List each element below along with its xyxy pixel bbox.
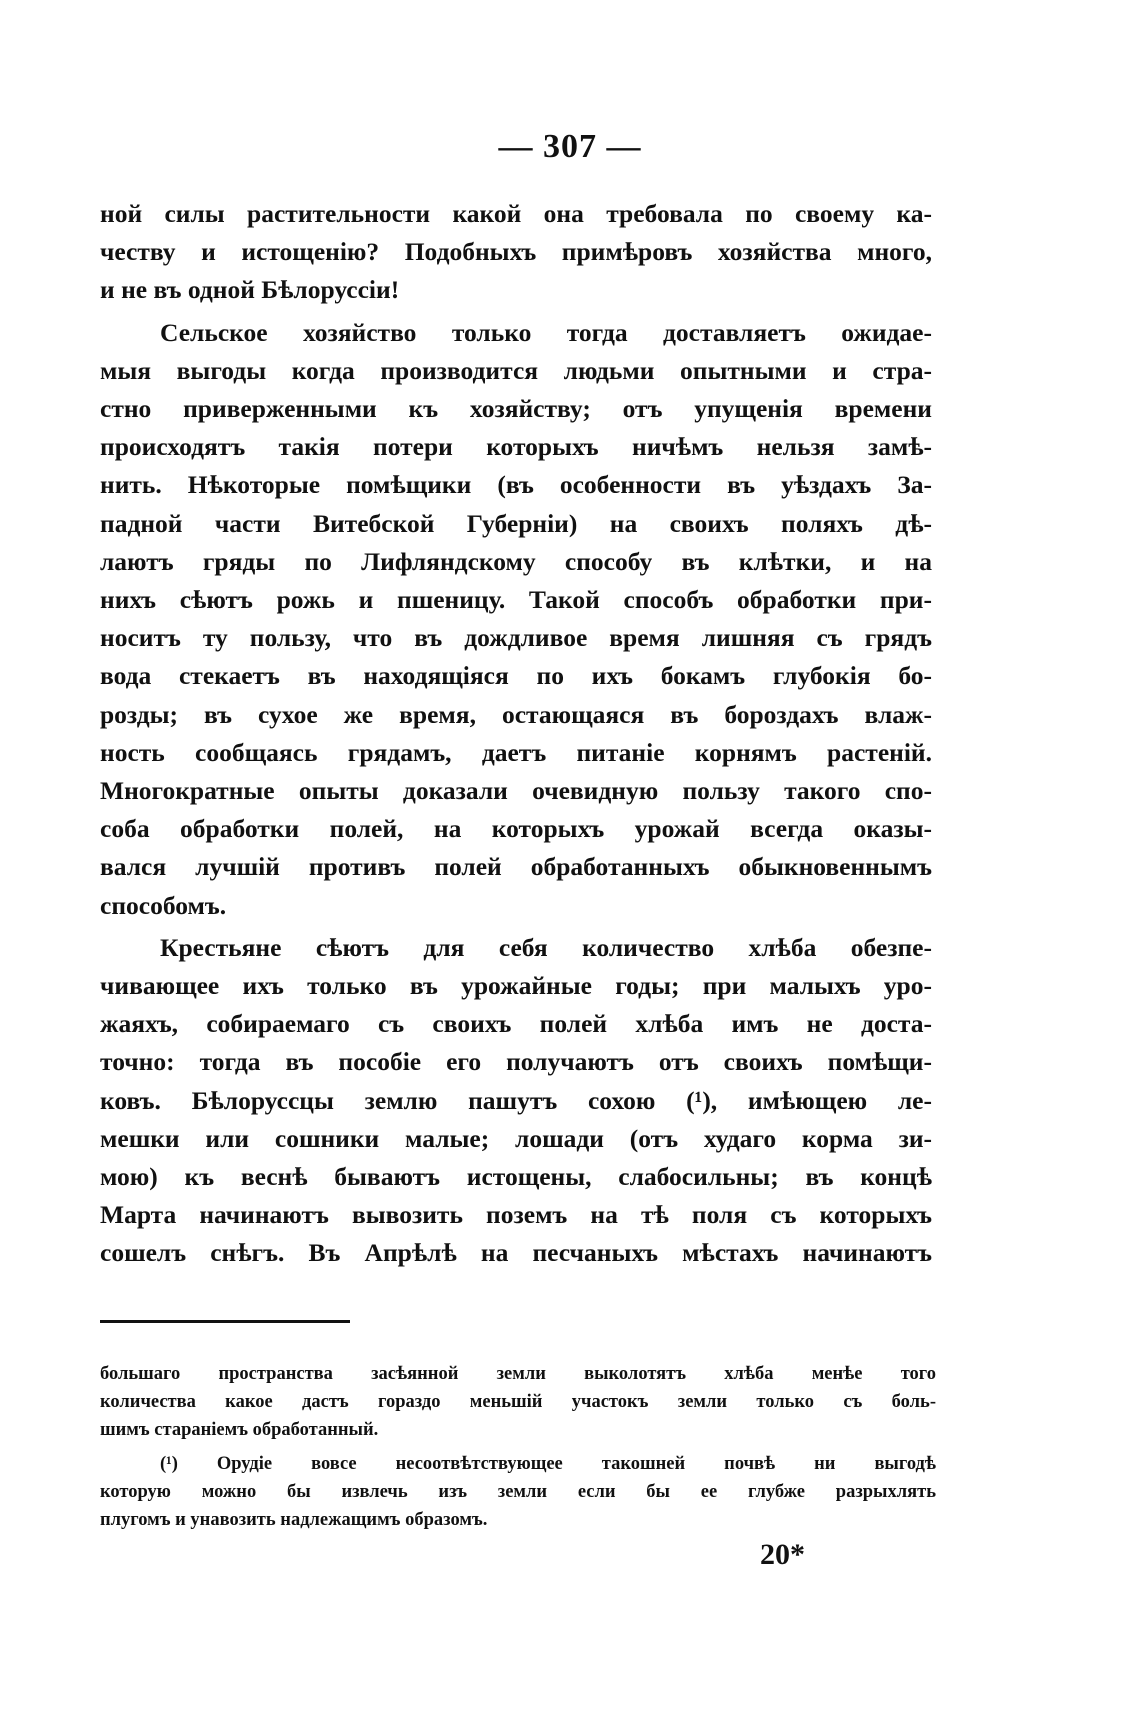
text-line: чивающее ихъ только въ урожайные годы; при малыхъ уро- — [100, 971, 932, 1001]
paragraph-3 — [100, 929, 932, 1273]
footnote-line: (¹) Орудіе вовсе несоотвѣтствующее такошней почвѣ ни выгодѣ — [160, 1454, 936, 1474]
page-number: — 307 — — [498, 128, 642, 165]
paragraph-2 — [100, 314, 932, 925]
text-line: Марта начинаютъ вывозить поземъ на тѣ поля съ которыхъ — [100, 1200, 932, 1230]
footnote-line: большаго пространства засѣянной земли выколотятъ хлѣба менѣе того — [100, 1364, 936, 1384]
footnote-line: количества какое дастъ гораздо меньшій участокъ земли только съ боль- — [100, 1392, 936, 1412]
text-line: происходятъ такія потери которыхъ ничѣмъ нельзя замѣ- — [100, 432, 932, 462]
text-line: лаютъ гряды по Лифляндскому способу въ клѣтки, и на — [100, 546, 932, 576]
signature-mark: 20* — [760, 1538, 805, 1571]
text-line: вался лучшій противъ полей обработанныхъ обыкновеннымъ — [100, 852, 932, 882]
paragraph-1 — [100, 195, 932, 310]
footnote-1 — [100, 1450, 936, 1534]
main-text — [100, 195, 932, 1273]
text-line: падной части Витебской Губерніи) на своихъ поляхъ дѣ- — [100, 508, 932, 538]
text-line: ковъ. Бѣлоруссцы землю пашутъ сохою (¹), имѣющею ле- — [100, 1085, 932, 1115]
text-line: мешки или сошники малые; лошади (отъ худаго корма зи- — [100, 1123, 932, 1153]
text-line: нихъ сѣютъ рожь и пшеницу. Такой способъ обработки при- — [100, 585, 932, 615]
text-line: и не въ одной Бѣлоруссіи! — [100, 275, 400, 305]
text-line: Сельское хозяйство только тогда доставляетъ ожидае- — [160, 317, 932, 347]
text-line: способомъ. — [100, 890, 227, 920]
text-line: носитъ ту пользу, что въ дождливое время лишняя съ грядъ — [100, 623, 932, 653]
text-line: ной силы растительности какой она требовала по своему ка- — [100, 199, 932, 228]
text-line: стно приверженными къ хозяйству; отъ упущенія времени — [100, 394, 932, 424]
text-line: мою) къ веснѣ бываютъ истощены, слабосильны; въ концѣ — [100, 1162, 932, 1192]
footnote-divider — [100, 1320, 350, 1323]
text-line: Крестьяне сѣютъ для себя количество хлѣба обезпе- — [160, 932, 932, 962]
text-line: Многократные опыты доказали очевидную пользу такого спо- — [100, 776, 932, 806]
text-line: жаяхъ, собираемаго съ своихъ полей хлѣба имъ не доста- — [100, 1009, 932, 1039]
text-line: мыя выгоды когда производится людьми опытными и стра- — [100, 355, 932, 385]
footnote-line: шимъ стараніемъ обработанный. — [100, 1420, 379, 1440]
footnote-line: плугомъ и унавозить надлежащимъ образомъ. — [100, 1510, 488, 1530]
footnote-continuation — [100, 1360, 936, 1444]
text-line: розды; въ сухое же время, остающаяся въ бороздахъ влаж- — [100, 699, 932, 729]
text-line: соба обработки полей, на которыхъ урожай всегда оказы- — [100, 814, 932, 844]
footnote-line: которую можно бы извлечь изъ земли если бы ее глубже разрыхлять — [100, 1482, 936, 1502]
text-line: точно: тогда въ пособіе его получаютъ отъ своихъ помѣщи- — [100, 1047, 932, 1077]
text-line: нить. Нѣкоторые помѣщики (въ особенности въ уѣздахъ За- — [100, 470, 932, 500]
text-line: вода стекаетъ въ находящіяся по ихъ бокамъ глубокія бо- — [100, 661, 932, 691]
footnotes — [100, 1360, 936, 1534]
text-line: сошелъ снѣгъ. Въ Апрѣлѣ на песчаныхъ мѣстахъ начинаютъ — [100, 1238, 932, 1268]
text-line: ность сообщаясь грядамъ, даетъ питаніе корнямъ растеній. — [100, 737, 932, 767]
text-line: честву и истощенію? Подобныхъ примѣровъ хозяйства много, — [100, 237, 932, 267]
